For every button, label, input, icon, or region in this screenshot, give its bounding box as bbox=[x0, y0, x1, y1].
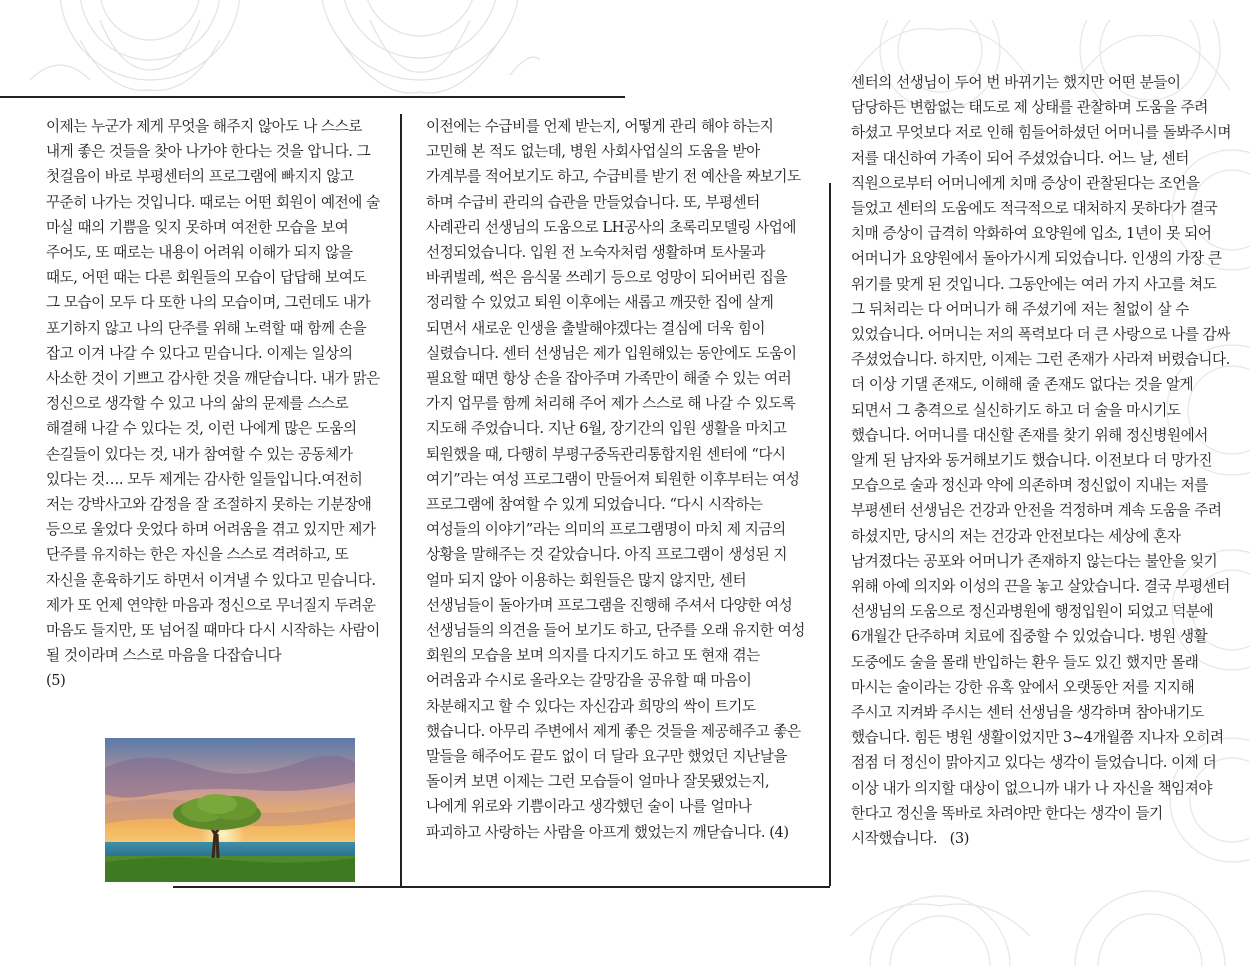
mandala-ornament-top bbox=[20, 0, 540, 100]
tree-at-sunset-photo bbox=[105, 738, 355, 882]
mandala-ornament-bottom bbox=[830, 876, 1250, 966]
column-divider-2 bbox=[829, 183, 831, 886]
top-rule bbox=[0, 96, 625, 98]
column-3-text: 센터의 선생님이 두어 번 바뀌기는 했지만 어떤 분들이 담당하든 변함없는 태도로 제 상태를 관찰하며 도움을 주려 하셨고 무엇보다 저로 인해 힘들어하셨던 어머니를 돌봐주시며 저를 대신하여 가족이 되어 주셨었습니다. 어느 날, 센터 직원으로부터 어머니에게 치매 증상이 관찰된다는 조언을 들었고 센터의 도움에도 적극적으로 대처하지 못하다가 결국 치매 증상이 급격히 악화하여 요양원에 입소, 1년이 못 되어 어머니가 요양원에서 돌아가시게 되었습니다. 인생의 가장 큰 위기를 맞게 된 것입니다. 그동안에는 여러 가지 사고를 쳐도 그 뒤처리는 다 어머니가 해 주셨기에 저는 철없이 살 수 있었습니다. 어머니는 저의 폭력보다 더 큰 사랑으로 나를 감싸 주셨었습니다. 하지만, 이제는 그런 존재가 사라져 버렸습니다. 더 이상 기댈 존재도, 이해해 줄 존재도 없다는 것을 알게 되면서 그 충격으로 실신하기도 하고 더 술을 마시기도 했습니다. 어머니를 대신할 존재를 찾기 위해 정신병원에서 알게 된 남자와 동거해보기도 했습니다. 이전보다 더 망가진 모습으로 술과 정신과 약에 의존하며 정신없이 지내는 저를 부평센터 선생님은 건강과 안전을 걱정하며 계속 도움을 주려 하셨지만, 당시의 저는 건강과 안전보다는 세상에 혼자 남겨졌다는 공포와 어머니가 존재하지 않는다는 불안을 잊기 위해 아예 의지와 이성의 끈을 놓고 살았습니다. 결국 부평센터 선생님의 도움으로 정신과병원에 행정입원이 되었고 덕분에 6개월간 단주하며 치료에 집중할 수 있었습니다. 병원 생활 도중에도 술을 몰래 반입하는 환우 들도 있긴 했지만 몰래 마시는 술이라는 강한 유혹 앞에서 오랫동안 저를 지지해 주시고 지켜봐 주시는 센터 선생님을 생각하며 참아내기도 했습니다. 힘든 병원 생활이었지만 3~4개월쯤 지나자 오히려 점점 더 정신이 맑아지고 있다는 생각이 들었습니다. 이제 더 이상 내가 의지할 대상이 없으니까 내가 나 자신을 책임져야 한다고 정신을 똑바로 차려야만 한다는 생각이 들기 시작했습니다. bbox=[851, 74, 1231, 848]
page-number-5: (5) bbox=[46, 672, 66, 690]
text-column-2 bbox=[426, 114, 810, 845]
column-1-text: 이제는 누군가 제게 무엇을 해주지 않아도 나 스스로 내게 좋은 것들을 찾아 나가야 한다는 것을 압니다. 그 첫걸음이 바로 부평센터의 프로그램에 빠지지 않고 꾸준히 나가는 것입니다. 때로는 어떤 회원이 예전에 술 마실 때의 기쁨을 잊지 못하며 여전한 모습을 보여 주어도, 또 때로는 내용이 어려워 이해가 되지 않을 때도, 어떤 때는 다른 회원들의 모습이 답답해 보여도 그 모습이 모두 다 또한 나의 모습이며, 그런데도 내가 포기하지 않고 나의 단주를 위해 노력할 때 함께 손을 잡고 이겨 나갈 수 있다고 믿습니다. 이제는 일상의 사소한 것이 기쁘고 감사한 것을 깨닫습니다. 내가 맑은 정신으로 생각할 수 있고 나의 삶의 문제를 스스로 해결해 나갈 수 있다는 것, 이런 나에게 많은 도움의 손길들이 있다는 것, 내가 참여할 수 있는 공동체가 있다는 것…. 모두 제게는 감사한 일들입니다.여전히 저는 강박사고와 감정을 잘 조절하지 못하는 기분장애 등으로 울었다 웃었다 하며 어려움을 겪고 있지만 제가 단주를 유지하는 한은 자신을 스스로 격려하고, 또 자신을 훈육하기도 하면서 이겨낼 수 있다고 믿습니다. 제가 또 언제 연약한 마음과 정신으로 무너질지 두려운 마음도 들지만, 또 넘어질 때마다 다시 시작하는 사람이 될 것이라며 스스로 마음을 다잡습니다 bbox=[46, 118, 380, 665]
page-number-4: (4) bbox=[769, 823, 789, 841]
text-column-1 bbox=[46, 114, 382, 694]
column-divider-1 bbox=[400, 114, 402, 886]
column-2-text: 이전에는 수급비를 언제 받는지, 어떻게 관리 해야 하는지 고민해 본 적도 없는데, 병원 사회사업실의 도움을 받아 가계부를 적어보기도 하고, 수급비를 받기 전 예산을 짜보기도 하며 수급비 관리의 습관을 만들었습니다. 또, 부평센터 사례관리 선생님의 도움으로 LH공사의 초록리모델링 사업에 선정되었습니다. 입원 전 노숙자처럼 생활하며 토사물과 바퀴벌레, 썩은 음식물 쓰레기 등으로 엉망이 되어버린 집을 정리할 수 있었고 퇴원 이후에는 새롭고 깨끗한 집에 살게 되면서 새로운 인생을 출발해야겠다는 결심에 더욱 힘이 실렸습니다. 센터 선생님은 제가 입원해있는 동안에도 도움이 필요할 때면 항상 손을 잡아주며 가족만이 해줄 수 있는 여러 가지 업무를 함께 처리해 주어 제가 스스로 해 나갈 수 있도록 지도해 주었습니다. 지난 6월, 장기간의 입원 생활을 마치고 퇴원했을 때, 다행히 부평구중독관리통합지원 센터에 “다시 여기”라는 여성 프로그램이 만들어져 퇴원한 이후부터는 여성 프로그램에 참여할 수 있게 되었습니다. “다시 시작하는 여성들의 이야기”라는 의미의 프로그램명이 마치 제 지금의 상황을 말해주는 것 같았습니다. 아직 프로그램이 생성된 지 얼마 되지 않아 이용하는 회원들은 많지 않지만, 센터 선생님들이 돌아가며 프로그램을 진행해 주셔서 다양한 여성 선생님들의 의견을 들어 보기도 하고, 단주를 오래 유지한 여성 회원의 모습을 보며 의지를 다지기도 하고 또 현재 겪는 어려움과 수시로 올라오는 갈망감을 공유할 때 마음이 차분해지고 할 수 있다는 자신감과 희망의 싹이 트기도 했습니다. 아무리 주변에서 제게 좋은 것들을 제공해주고 좋은 말들을 해주어도 끝도 없이 더 달라 요구만 했었던 지난날을 돌이켜 보면 이제는 그런 모습들이 얼마나 잘못됐었는지, 나에게 위로와 기쁨이라고 생각했던 술이 나를 얼마나 파괴하고 사랑하는 사람을 아프게 했었는지 깨닫습니다. bbox=[426, 118, 805, 841]
text-column-3 bbox=[851, 70, 1233, 851]
bottom-rule bbox=[173, 886, 830, 888]
page-number-3: (3) bbox=[949, 830, 969, 848]
